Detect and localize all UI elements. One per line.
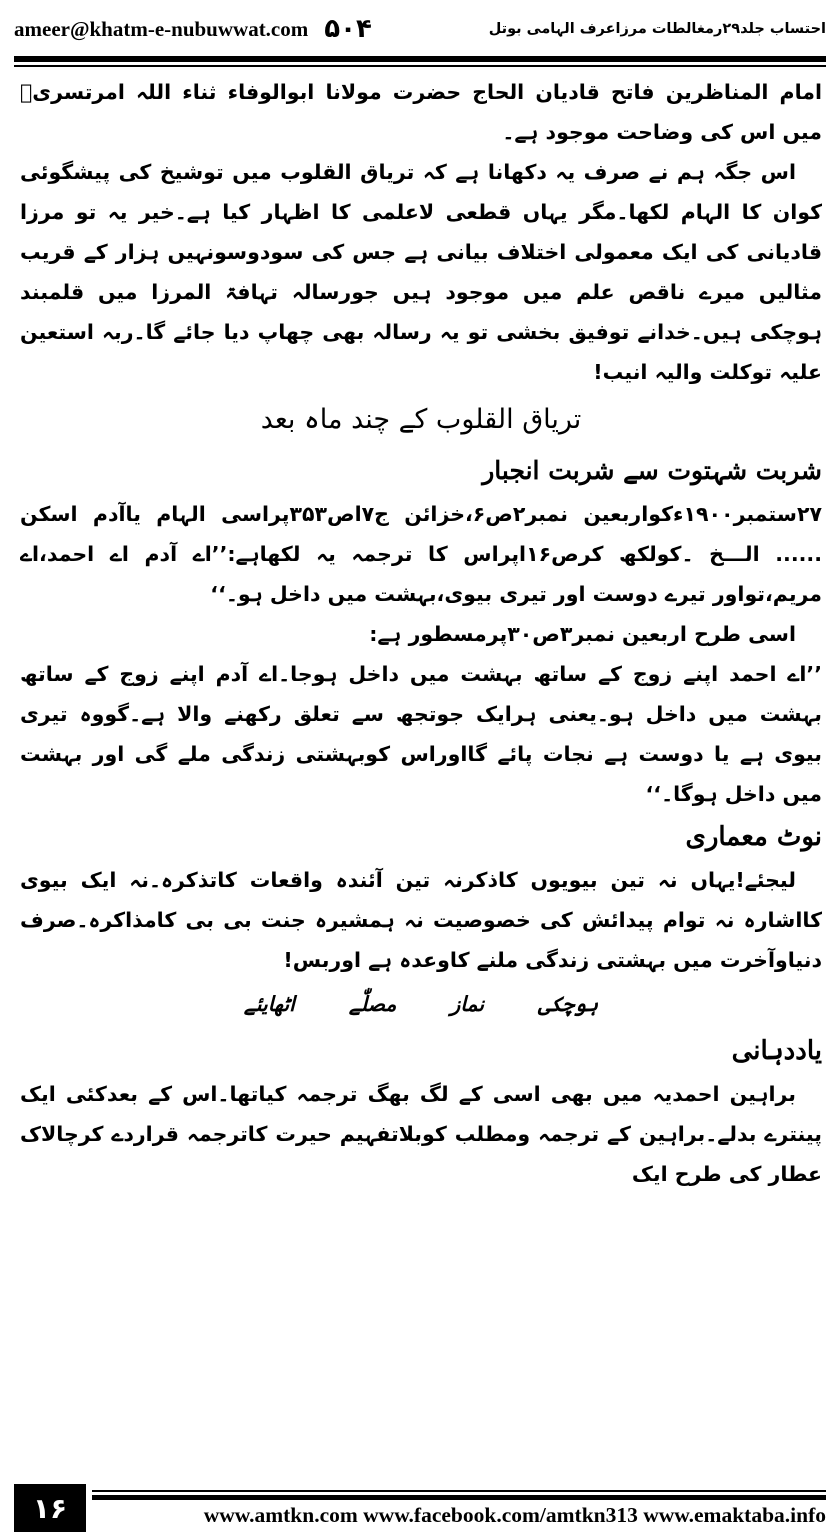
word-2: نماز	[450, 992, 485, 1016]
paragraph-1: امام المناظرین فاتح قادیان الحاج حضرت مولانا ابوالوفاء ثناء اللہ امرتسریؒ میں اس کی وضاحت موجود ہے۔	[20, 80, 822, 144]
quote-paragraph: ’’اے احمد اپنے زوج کے ساتھ بہشت میں داخل ہوجا۔اے آدم اپنے زوج کے ساتھ بہشت میں داخل ہو۔یعنی ہرایک جوتجھ سے تعلق رکھنے والا ہے۔گووہ تیری بیوی ہے یا دوست ہے نجات پائے گااوراس کوبہشتی زندگی ملے گی اور بہشت میں داخل ہوگا۔‘‘	[20, 662, 822, 806]
footer-rule-thick	[92, 1495, 826, 1500]
paragraph-4: اسی طرح اربعین نمبر۳ص۳۰پرمسطور ہے:	[369, 622, 796, 646]
footer-links[interactable]: www.amtkn.com www.facebook.com/amtkn313 www.emaktaba.info	[203, 1503, 826, 1527]
header-rule-thin	[14, 65, 826, 67]
header-rule-thick	[14, 56, 826, 62]
paragraph-6: لیجئے!یہاں نہ تین بیویوں کاذکرنہ تین آئندہ واقعات کاتذکرہ۔نہ ایک بیوی کااشارہ نہ توام پیدائش کی خصوصیت نہ ہمشیرہ جنت بی بی کامذاکرہ۔صرف دنیاوآخرت میں بہشتی زندگی ملنے کاوعدہ ہے اوربس!	[20, 868, 822, 972]
word-4: اٹھایئے	[243, 992, 295, 1016]
header-email[interactable]: ameer@khatm-e-nubuwwat.com	[14, 16, 309, 41]
section-heading-4: یاددہانی	[731, 1036, 822, 1066]
paragraph-3: ۲۷ستمبر۱۹۰۰ءکواربعین نمبر۲ص۶،خزائن ج۷اص۳۵۳پراسی الہام یاآدم اسکن ...... الـــخ ۔کولکھ کرص۱۶اپراس کا ترجمہ یہ لکھاہے:’’اے آدم اے احمد،اے مریم،تواور تیرے دوست اور تیری بیوی،بہشت میں داخل ہو۔‘‘	[20, 502, 822, 606]
word-1: ہوچکی	[538, 992, 599, 1016]
paragraph-7: براہین احمدیہ میں بھی اسی کے لگ بھگ ترجمہ کیاتھا۔اس کے بعدکئی ایک پینترے بدلے۔براہین کے ترجمہ ومطلب کوبلاتفہیم حیرت کاترجمہ قراردے کرچالاک عطار کی طرح ایک	[20, 1082, 822, 1186]
footer-rule-thin	[92, 1490, 826, 1492]
section-heading-2: شربت شہتوت سے شربت انجبار	[482, 456, 822, 485]
page-header	[14, 6, 826, 52]
section-heading-1: تریاق القلوب کے چند ماہ بعد	[260, 404, 582, 435]
header-book-title: احتساب جلد۲۹رمغالطات مرزاعرف الہامی بوتل	[488, 21, 826, 37]
page-body	[20, 72, 822, 1452]
word-3: مصلّٰے	[348, 992, 397, 1016]
header-page-number: ۵۰۴	[324, 14, 372, 44]
paragraph-2: اس جگہ ہم نے صرف یہ دکھانا ہے کہ تریاق القلوب میں توشیخ کی پیشگوئی کوان کا الہام لکھا۔مگر یہاں قطعی لاعلمی کا اظہار کیا ہے۔خیر یہ تو مرزا قادیانی کی ایک معمولی اختلاف بیانی ہے جس کی سودوسونہیں ہزار کے قریب مثالیں میرے ناقص علم میں موجود ہیں جورسالہ تہافۃ المرزا میں قلمبند ہوچکی ہیں۔خدانے توفیق بخشی تو یہ رسالہ بھی چھاپ دیا جائے گا۔ربہ استعین علیہ توکلت والیہ انیب!	[20, 160, 822, 384]
word-row	[20, 984, 822, 1024]
footer-page-number: ۱۶	[14, 1484, 86, 1532]
section-heading-3: نوٹ معماری	[685, 822, 822, 852]
